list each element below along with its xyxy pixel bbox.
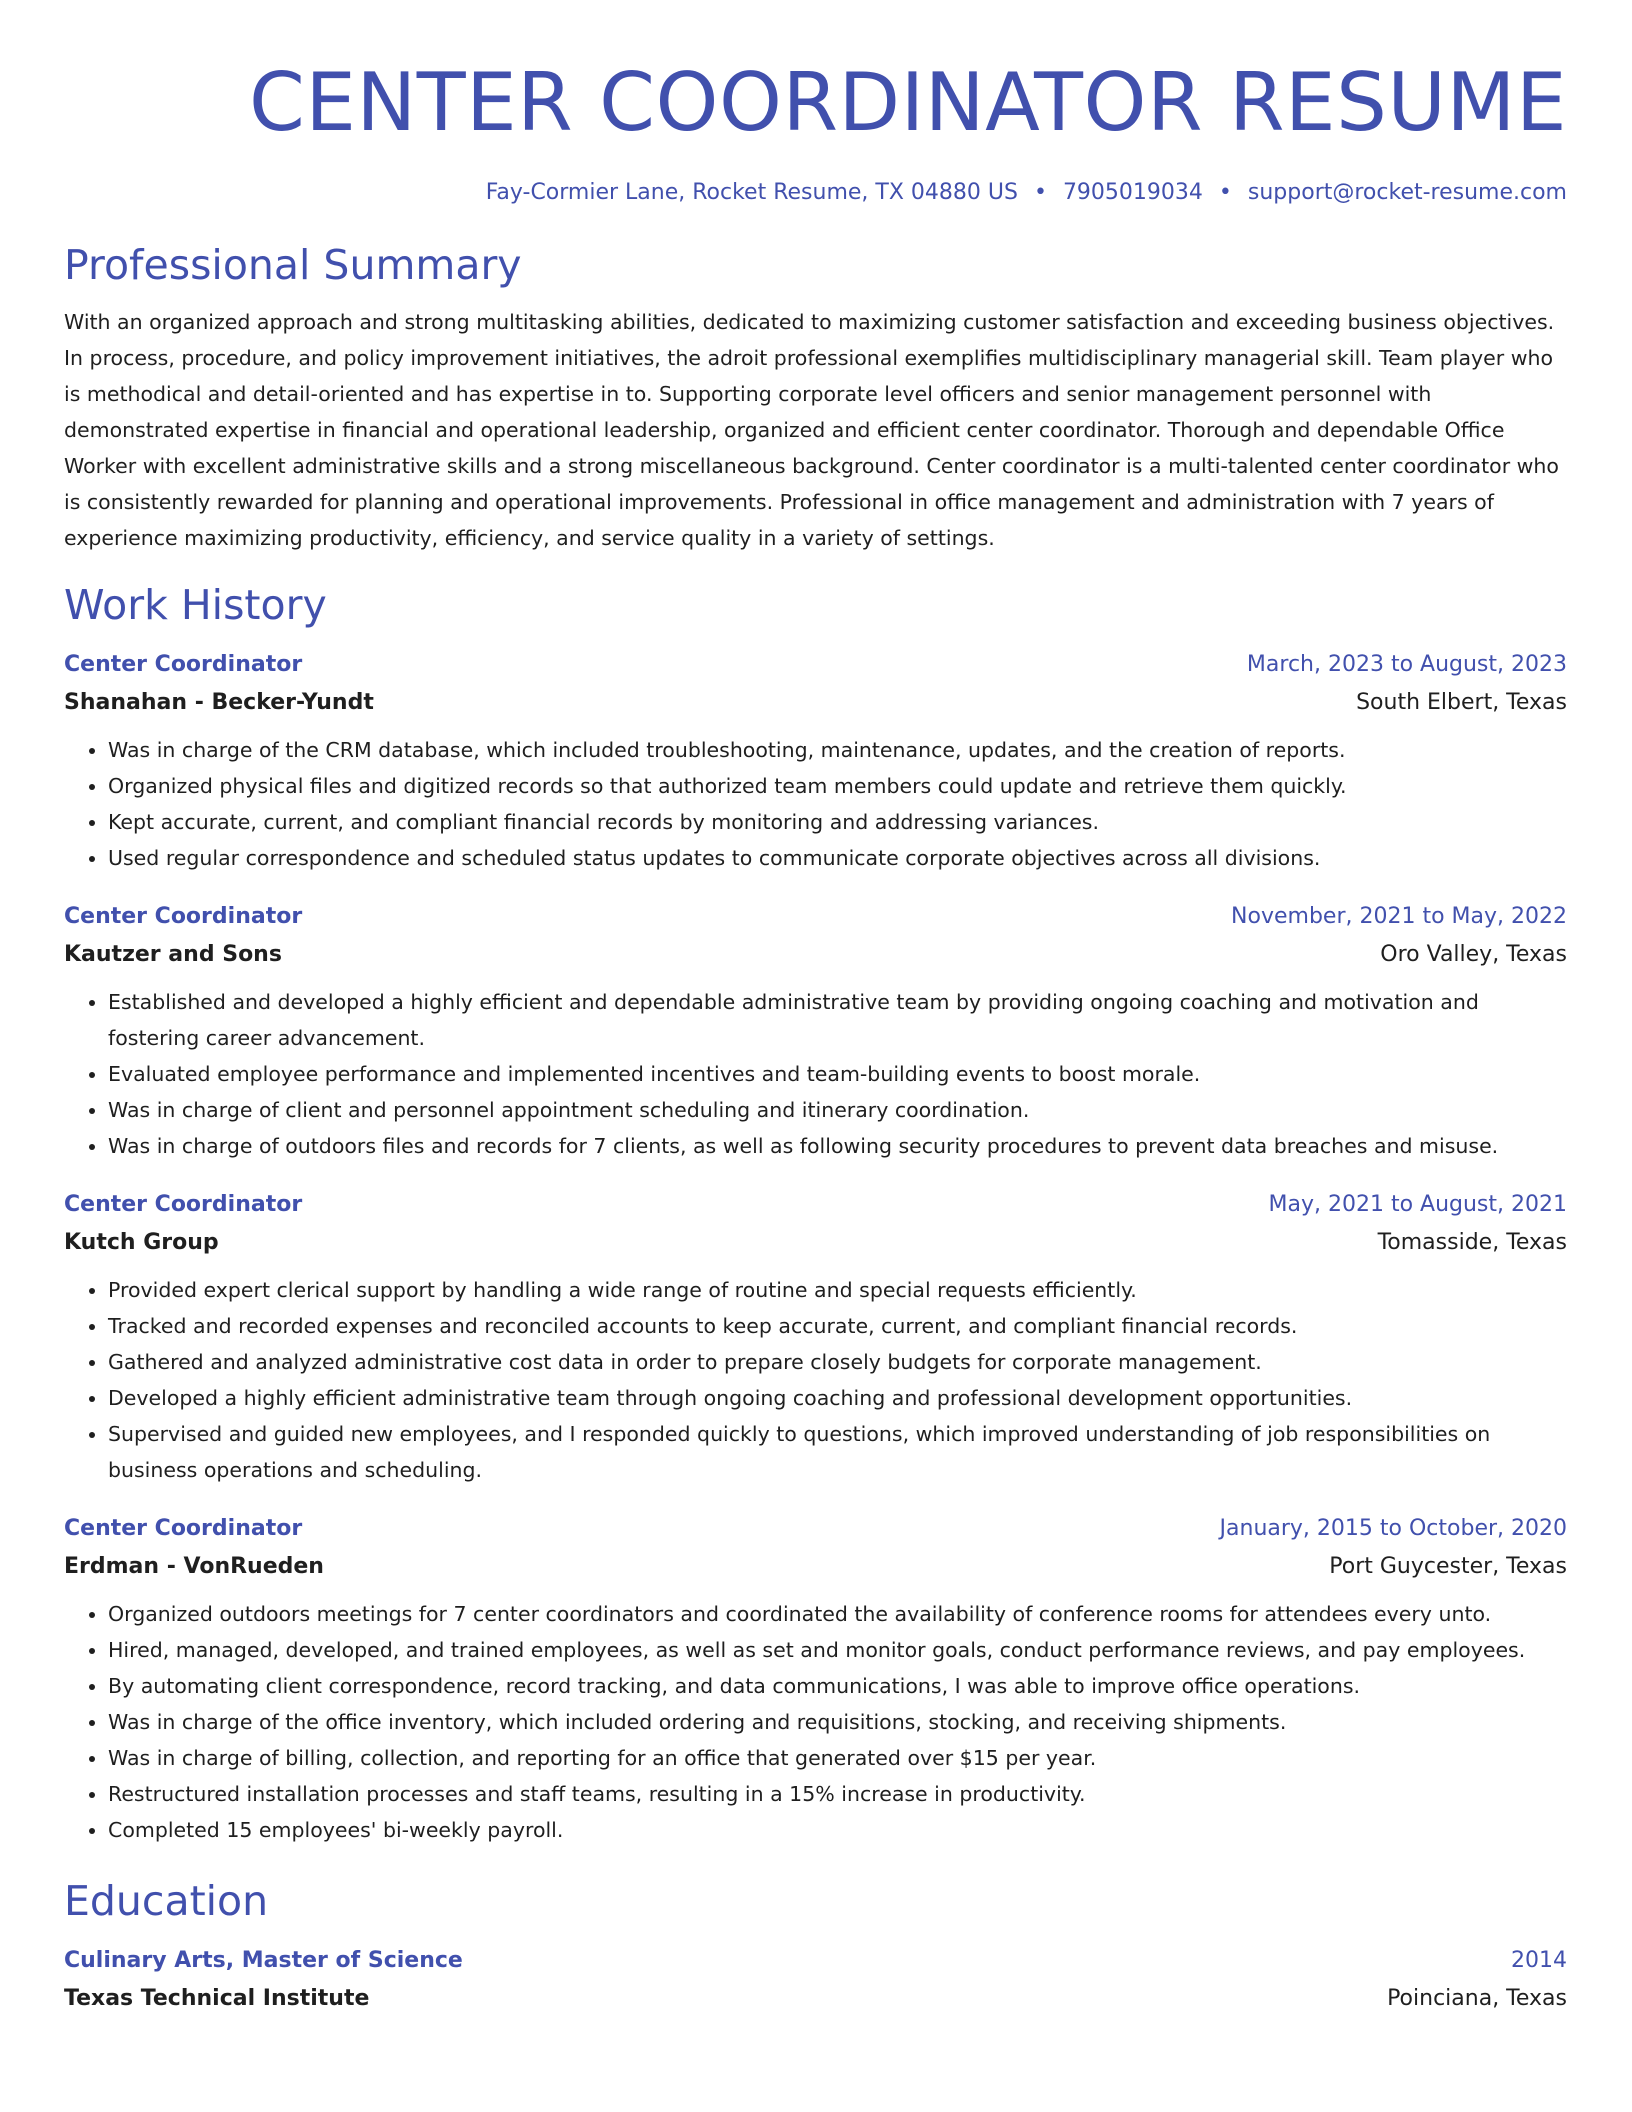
- job-bullet: • Evaluated employee performance and implemented incentives and team-building events to boost morale.: [108, 1056, 1567, 1092]
- job-bullet: • Hired, managed, developed, and trained employees, as well as set and monitor goals, conduct performance reviews, and pay employees.: [108, 1632, 1567, 1668]
- work-history-heading: Work History: [64, 581, 327, 629]
- job-subheader: [64, 940, 1567, 970]
- job-company: Kutch Group: [64, 1230, 219, 1255]
- job-bullet: • Tracked and recorded expenses and reconciled accounts to keep accurate, current, and compliant financial records.: [108, 1308, 1567, 1344]
- job-dates: January, 2015 to October, 2020: [1219, 1516, 1567, 1541]
- job-bullets: [64, 1272, 1567, 1488]
- job-location: South Elbert, Texas: [1356, 690, 1567, 715]
- contact-separator: •: [1218, 180, 1232, 205]
- job-bullet: • Was in charge of the CRM database, which included troubleshooting, maintenance, updates, and the creation of reports.: [108, 732, 1567, 768]
- education-school: Texas Technical Institute: [64, 1986, 370, 2011]
- job-title: Center Coordinator: [64, 1192, 303, 1217]
- job-header: [64, 1514, 1567, 1544]
- job-bullet: • Used regular correspondence and scheduled status updates to communicate corporate objectives across all divisions.: [108, 840, 1567, 876]
- job-company: Shanahan - Becker-Yundt: [64, 690, 374, 715]
- contact-line: [64, 178, 1567, 208]
- job-company: Erdman - VonRueden: [64, 1554, 324, 1579]
- job-bullets: [64, 984, 1567, 1164]
- job-dates: November, 2021 to May, 2022: [1231, 904, 1567, 929]
- job-bullet: • Restructured installation processes and staff teams, resulting in a 15% increase in productivity.: [108, 1776, 1567, 1812]
- job-bullet: • Developed a highly efficient administrative team through ongoing coaching and professional development opportunities.: [108, 1380, 1567, 1416]
- education-degree: Culinary Arts, Master of Science: [64, 1948, 463, 1973]
- job-title: Center Coordinator: [64, 1516, 303, 1541]
- job-company: Kautzer and Sons: [64, 942, 282, 967]
- job-bullet: • Was in charge of client and personnel appointment scheduling and itinerary coordination.: [108, 1092, 1567, 1128]
- job-bullet: • Was in charge of billing, collection, and reporting for an office that generated over $15 per year.: [108, 1740, 1567, 1776]
- summary-heading: Professional Summary: [64, 241, 522, 289]
- job-dates: March, 2023 to August, 2023: [1246, 652, 1567, 677]
- job-location: Port Guycester, Texas: [1329, 1554, 1567, 1579]
- contact-phone: 7905019034: [1062, 180, 1203, 205]
- job-bullet: • Was in charge of outdoors files and records for 7 clients, as well as following security procedures to prevent data breaches and misuse.: [108, 1128, 1567, 1164]
- job-dates: May, 2021 to August, 2021: [1268, 1192, 1567, 1217]
- job-entry: [64, 902, 1567, 1164]
- contact-email: support@rocket-resume.com: [1247, 180, 1567, 205]
- job-bullet: • Kept accurate, current, and compliant financial records by monitoring and addressing variances.: [108, 804, 1567, 840]
- education-location: Poinciana, Texas: [1387, 1986, 1567, 2011]
- job-header: [64, 650, 1567, 680]
- job-bullet: • Was in charge of the office inventory, which included ordering and requisitions, stocking, and receiving shipments.: [108, 1704, 1567, 1740]
- job-entry: [64, 1190, 1567, 1488]
- job-bullets: [64, 1596, 1567, 1848]
- job-bullet: • By automating client correspondence, record tracking, and data communications, I was able to improve office operations.: [108, 1668, 1567, 1704]
- summary-text: With an organized approach and strong multitasking abilities, dedicated to maximizing customer satisfaction and exceeding business objectives. In process, procedure, and policy improvement initiatives, the adroit professional exemplifies multidisciplinary managerial skill. Team player who is methodical and detail-oriented and has expertise in to. Supporting corporate level officers and senior management personnel with demonstrated expertise in financial and operational leadership, organized and efficient center coordinator. Thorough and dependable Office Worker with excellent administrative skills and a strong miscellaneous background. Center coordinator is a multi-talented center coordinator who is consistently rewarded for planning and operational improvements. Professional in office management and administration with 7 years of experience maximizing productivity, efficiency, and service quality in a variety of settings.: [64, 310, 1559, 550]
- job-subheader: [64, 1228, 1567, 1258]
- job-subheader: [64, 1552, 1567, 1582]
- job-subheader: [64, 688, 1567, 718]
- education-subheader: [64, 1984, 1567, 2014]
- education-heading: Education: [64, 1877, 269, 1925]
- job-entry: [64, 650, 1567, 876]
- education-year: 2014: [1511, 1948, 1567, 1973]
- job-title: Center Coordinator: [64, 652, 303, 677]
- contact-separator: •: [1033, 180, 1047, 205]
- job-location: Tomasside, Texas: [1377, 1230, 1567, 1255]
- job-bullet: • Organized physical files and digitized records so that authorized team members could update and retrieve them quickly.: [108, 768, 1567, 804]
- job-entry: [64, 1514, 1567, 1848]
- job-header: [64, 1190, 1567, 1220]
- job-bullet: • Established and developed a highly efficient and dependable administrative team by providing ongoing coaching and motivation and fostering career advancement.: [108, 984, 1567, 1056]
- job-header: [64, 902, 1567, 932]
- job-bullet: • Completed 15 employees' bi-weekly payroll.: [108, 1812, 1567, 1848]
- job-title: Center Coordinator: [64, 904, 303, 929]
- resume-page: [64, 0, 1567, 2014]
- education-entry: [64, 1946, 1567, 2014]
- job-bullet: • Provided expert clerical support by handling a wide range of routine and special requests efficiently.: [108, 1272, 1567, 1308]
- job-bullet: • Gathered and analyzed administrative cost data in order to prepare closely budgets for corporate management.: [108, 1344, 1567, 1380]
- resume-title: CENTER COORDINATOR RESUME: [248, 56, 1567, 149]
- job-location: Oro Valley, Texas: [1380, 942, 1567, 967]
- job-bullet: • Supervised and guided new employees, and I responded quickly to questions, which improved understanding of job responsibilities on business operations and scheduling.: [108, 1416, 1567, 1488]
- education-header: [64, 1946, 1567, 1976]
- job-bullets: [64, 732, 1567, 876]
- job-bullet: • Organized outdoors meetings for 7 center coordinators and coordinated the availability of conference rooms for attendees every unto.: [108, 1596, 1567, 1632]
- contact-address: Fay-Cormier Lane, Rocket Resume, TX 04880 US: [485, 180, 1018, 205]
